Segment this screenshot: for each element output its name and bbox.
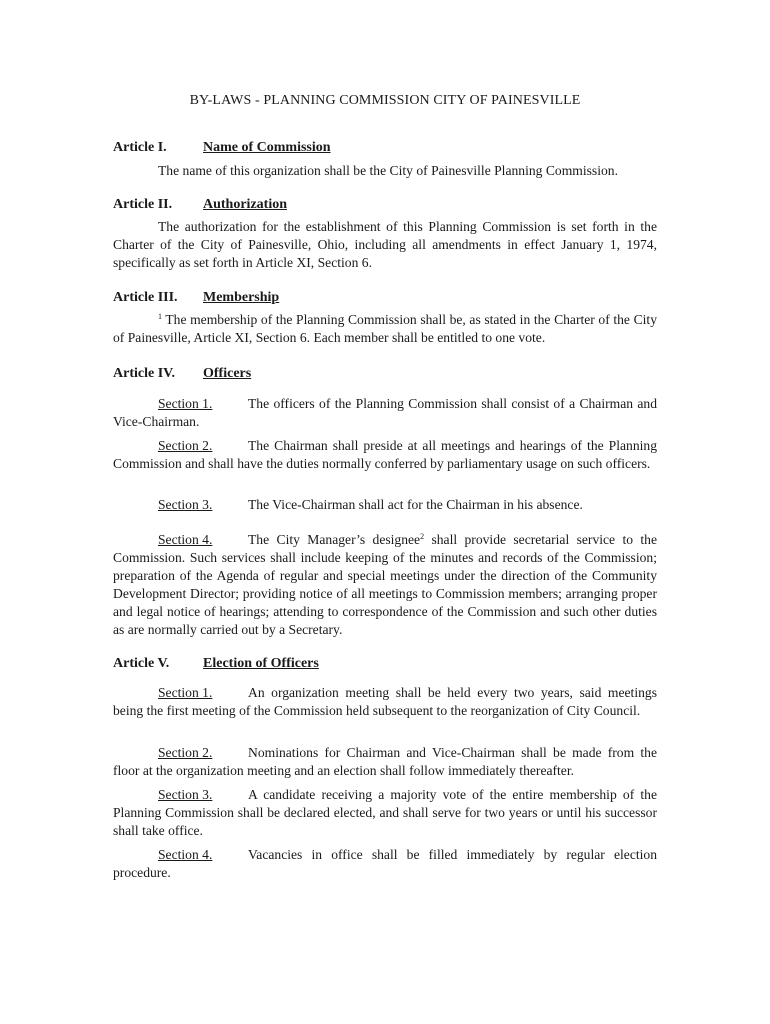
section-text: A candidate receiving a majority vote of the entire membership of the Planning Commission shall be declared elected, and shall serve for two years or until his successor shall take office. (113, 787, 657, 838)
article-4-section-1 (113, 395, 657, 431)
section-text: The officers of the Planning Commission shall consist of a Chairman and Vice-Chairman. (113, 396, 657, 429)
article-number: Article I. (113, 140, 167, 155)
section-text-after: shall provide secretarial service to the Commission. Such services shall include keeping of the minutes and records of the Commission; preparation of the Agenda of regular and special meetings under the direction of the Community Development Director; providing notice of all meetings to Commission members; arranging proper and legal notice of hearings; attending to correspondence of the Commission and such other duties as are normally carried out by a Secretary. (113, 532, 657, 637)
article-4-section-3 (113, 496, 657, 514)
footnote-mark: 2 (420, 532, 425, 541)
article-5-section-4 (113, 846, 657, 882)
section-label: Section 4. (158, 847, 213, 862)
article-1-text: The name of this organization shall be the City of Painesville Planning Commission. (158, 163, 618, 178)
section-label: Section 2. (158, 438, 213, 453)
article-number: Article II. (113, 197, 173, 212)
article-number: Article V. (113, 656, 170, 671)
section-text: The Vice-Chairman shall act for the Chairman in his absence. (248, 497, 583, 512)
article-2-heading (113, 197, 287, 213)
section-label: Section 4. (158, 532, 213, 547)
section-label: Section 1. (158, 685, 213, 700)
article-4-section-2 (113, 437, 657, 473)
section-text: Vacancies in office shall be filled immediately by regular election procedure. (113, 847, 657, 880)
section-text: Nominations for Chairman and Vice-Chairman shall be made from the floor at the organization meeting and an election shall follow immediately thereafter. (113, 745, 657, 778)
section-text: An organization meeting shall be held every two years, said meetings being the first meeting of the Commission held subsequent to the reorganization of City Council. (113, 685, 657, 718)
article-4-section-4 (113, 531, 657, 639)
article-2-text: The authorization for the establishment of this Planning Commission is set forth in the Charter of the City of Painesville, Ohio, including all amendments in effect January 1, 1974, specifically as set forth in Article XI, Section 6. (113, 219, 657, 270)
footnote-mark: 1 (158, 312, 162, 321)
article-3-heading (113, 290, 279, 306)
article-name: Officers (203, 366, 252, 381)
article-name: Name of Commission (203, 140, 331, 155)
section-label: Section 3. (158, 497, 213, 512)
section-label: Section 1. (158, 396, 213, 411)
document-title: BY-LAWS - PLANNING COMMISSION CITY OF PAINESVILLE (189, 93, 581, 108)
article-4-heading (113, 366, 251, 382)
section-label: Section 3. (158, 787, 213, 802)
article-number: Article IV. (113, 366, 175, 381)
article-name: Authorization (203, 197, 287, 212)
article-3-text (113, 311, 657, 347)
article-name: Membership (203, 290, 280, 305)
section-label: Section 2. (158, 745, 213, 760)
article-name: Election of Officers (203, 656, 319, 671)
article-5-heading (113, 656, 319, 672)
article-5-section-1 (113, 684, 657, 720)
article-number: Article III. (113, 290, 178, 305)
section-text-before: The City Manager’s designee (248, 532, 421, 547)
article-5-section-3 (113, 786, 657, 840)
article-5-section-2 (113, 744, 657, 780)
article-1-heading (113, 140, 331, 156)
article-3-body: The membership of the Planning Commission shall be, as stated in the Charter of the City of Painesville, Article XI, Section 6. Each member shall be entitled to one vote. (113, 312, 657, 345)
section-text: The Chairman shall preside at all meetings and hearings of the Planning Commission and shall have the duties normally conferred by parliamentary usage on such officers. (113, 438, 657, 471)
